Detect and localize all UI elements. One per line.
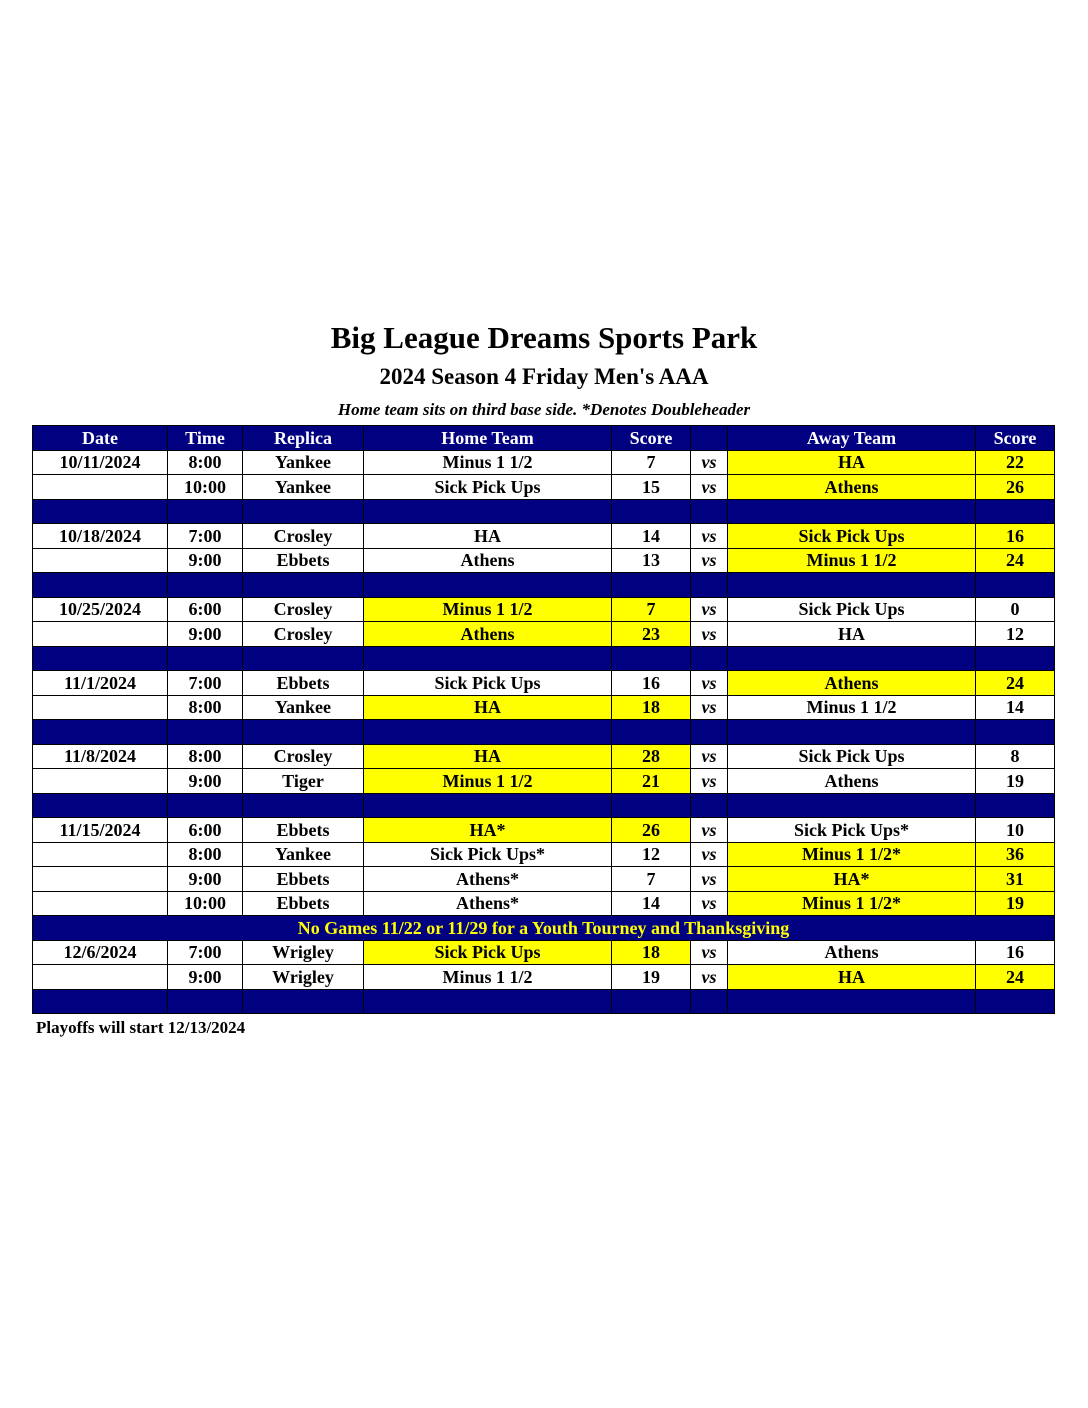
time-cell: 9:00 — [168, 769, 243, 794]
replica-cell: Yankee — [243, 695, 364, 720]
game-row — [33, 671, 1055, 696]
separator-cell — [691, 499, 728, 524]
schedule-note: Home team sits on third base side. *Denotes Doubleheader — [337, 400, 751, 419]
header-vs — [691, 426, 728, 451]
separator-row — [33, 720, 1055, 745]
separator-cell — [168, 499, 243, 524]
date-cell — [33, 965, 168, 990]
away-score-cell: 36 — [976, 842, 1055, 867]
home-score-cell: 21 — [612, 769, 691, 794]
separator-cell — [243, 573, 364, 598]
away-score-cell: 0 — [976, 597, 1055, 622]
away-team-cell: HA — [728, 622, 976, 647]
replica-cell: Yankee — [243, 450, 364, 475]
home-score-cell: 7 — [612, 450, 691, 475]
away-score-cell: 19 — [976, 769, 1055, 794]
header-away-score: Score — [976, 426, 1055, 451]
no-games-banner-row — [33, 916, 1055, 941]
separator-cell — [243, 646, 364, 671]
time-cell: 9:00 — [168, 622, 243, 647]
away-team-cell: Sick Pick Ups — [728, 524, 976, 549]
time-cell: 9:00 — [168, 965, 243, 990]
separator-cell — [728, 989, 976, 1014]
separator-cell — [691, 720, 728, 745]
date-cell — [33, 769, 168, 794]
vs-cell: vs — [691, 548, 728, 573]
home-score-cell: 7 — [612, 597, 691, 622]
home-team-cell: Athens* — [364, 867, 612, 892]
separator-cell — [364, 720, 612, 745]
separator-cell — [33, 989, 168, 1014]
header-row — [33, 426, 1055, 451]
home-team-cell: Athens* — [364, 891, 612, 916]
away-score-cell: 8 — [976, 744, 1055, 769]
separator-cell — [612, 499, 691, 524]
time-cell: 9:00 — [168, 548, 243, 573]
home-score-cell: 23 — [612, 622, 691, 647]
separator-row — [33, 793, 1055, 818]
away-team-cell: HA — [728, 450, 976, 475]
separator-cell — [168, 989, 243, 1014]
date-cell: 10/18/2024 — [33, 524, 168, 549]
separator-cell — [364, 499, 612, 524]
replica-cell: Crosley — [243, 524, 364, 549]
home-score-cell: 14 — [612, 891, 691, 916]
separator-cell — [691, 573, 728, 598]
away-score-cell: 10 — [976, 818, 1055, 843]
separator-row — [33, 646, 1055, 671]
vs-cell: vs — [691, 818, 728, 843]
separator-cell — [168, 793, 243, 818]
date-cell — [33, 842, 168, 867]
away-score-cell: 19 — [976, 891, 1055, 916]
away-score-cell: 12 — [976, 622, 1055, 647]
vs-cell: vs — [691, 524, 728, 549]
home-team-cell: Minus 1 1/2 — [364, 450, 612, 475]
separator-cell — [168, 573, 243, 598]
away-score-cell: 24 — [976, 548, 1055, 573]
separator-cell — [243, 989, 364, 1014]
away-score-cell: 31 — [976, 867, 1055, 892]
home-score-cell: 19 — [612, 965, 691, 990]
vs-cell: vs — [691, 622, 728, 647]
vs-cell: vs — [691, 891, 728, 916]
separator-cell — [168, 646, 243, 671]
home-team-cell: Athens — [364, 622, 612, 647]
home-score-cell: 12 — [612, 842, 691, 867]
date-cell — [33, 548, 168, 573]
page-subtitle: 2024 Season 4 Friday Men's AAA — [379, 364, 709, 389]
away-team-cell: Sick Pick Ups — [728, 597, 976, 622]
home-team-cell: HA — [364, 524, 612, 549]
replica-cell: Tiger — [243, 769, 364, 794]
home-score-cell: 15 — [612, 475, 691, 500]
time-cell: 8:00 — [168, 842, 243, 867]
home-team-cell: Sick Pick Ups — [364, 671, 612, 696]
home-team-cell: HA* — [364, 818, 612, 843]
separator-cell — [691, 646, 728, 671]
time-cell: 8:00 — [168, 744, 243, 769]
away-team-cell: Athens — [728, 769, 976, 794]
away-team-cell: Sick Pick Ups* — [728, 818, 976, 843]
game-row — [33, 965, 1055, 990]
separator-cell — [364, 793, 612, 818]
separator-cell — [243, 793, 364, 818]
game-row — [33, 818, 1055, 843]
home-score-cell: 18 — [612, 940, 691, 965]
separator-cell — [243, 720, 364, 745]
date-cell — [33, 891, 168, 916]
game-row — [33, 475, 1055, 500]
separator-cell — [728, 499, 976, 524]
separator-cell — [728, 720, 976, 745]
replica-cell: Ebbets — [243, 671, 364, 696]
date-cell: 12/6/2024 — [33, 940, 168, 965]
date-cell: 11/8/2024 — [33, 744, 168, 769]
schedule-table — [32, 425, 1055, 1014]
separator-cell — [728, 793, 976, 818]
replica-cell: Ebbets — [243, 867, 364, 892]
separator-cell — [612, 720, 691, 745]
home-team-cell: HA — [364, 744, 612, 769]
home-team-cell: Sick Pick Ups — [364, 940, 612, 965]
vs-cell: vs — [691, 744, 728, 769]
home-score-cell: 16 — [612, 671, 691, 696]
replica-cell: Yankee — [243, 475, 364, 500]
home-score-cell: 26 — [612, 818, 691, 843]
away-score-cell: 14 — [976, 695, 1055, 720]
date-cell — [33, 475, 168, 500]
separator-cell — [976, 573, 1055, 598]
game-row — [33, 891, 1055, 916]
separator-cell — [33, 793, 168, 818]
separator-cell — [976, 646, 1055, 671]
vs-cell: vs — [691, 671, 728, 696]
date-cell: 10/25/2024 — [33, 597, 168, 622]
replica-cell: Ebbets — [243, 818, 364, 843]
home-score-cell: 28 — [612, 744, 691, 769]
time-cell: 7:00 — [168, 940, 243, 965]
separator-cell — [168, 720, 243, 745]
away-team-cell: Minus 1 1/2* — [728, 842, 976, 867]
separator-cell — [364, 989, 612, 1014]
time-cell: 7:00 — [168, 671, 243, 696]
separator-cell — [33, 499, 168, 524]
away-team-cell: Minus 1 1/2* — [728, 891, 976, 916]
separator-cell — [33, 573, 168, 598]
away-team-cell: Athens — [728, 940, 976, 965]
home-score-cell: 7 — [612, 867, 691, 892]
separator-row — [33, 499, 1055, 524]
time-cell: 10:00 — [168, 475, 243, 500]
header-date: Date — [33, 426, 168, 451]
away-score-cell: 24 — [976, 965, 1055, 990]
vs-cell: vs — [691, 867, 728, 892]
separator-cell — [612, 646, 691, 671]
separator-cell — [612, 793, 691, 818]
game-row — [33, 548, 1055, 573]
separator-cell — [612, 989, 691, 1014]
away-score-cell: 16 — [976, 940, 1055, 965]
replica-cell: Wrigley — [243, 940, 364, 965]
separator-cell — [33, 720, 168, 745]
header-replica: Replica — [243, 426, 364, 451]
date-cell: 10/11/2024 — [33, 450, 168, 475]
separator-cell — [976, 720, 1055, 745]
date-cell — [33, 867, 168, 892]
replica-cell: Crosley — [243, 622, 364, 647]
separator-cell — [976, 793, 1055, 818]
home-team-cell: Athens — [364, 548, 612, 573]
game-row — [33, 622, 1055, 647]
game-row — [33, 744, 1055, 769]
game-row — [33, 940, 1055, 965]
game-row — [33, 524, 1055, 549]
away-score-cell: 24 — [976, 671, 1055, 696]
away-team-cell: Minus 1 1/2 — [728, 695, 976, 720]
replica-cell: Ebbets — [243, 548, 364, 573]
separator-cell — [33, 646, 168, 671]
home-team-cell: Minus 1 1/2 — [364, 597, 612, 622]
date-cell — [33, 695, 168, 720]
separator-cell — [364, 646, 612, 671]
game-row — [33, 450, 1055, 475]
game-row — [33, 769, 1055, 794]
replica-cell: Ebbets — [243, 891, 364, 916]
separator-cell — [728, 573, 976, 598]
header-time: Time — [168, 426, 243, 451]
header-away-team: Away Team — [728, 426, 976, 451]
replica-cell: Wrigley — [243, 965, 364, 990]
away-score-cell: 22 — [976, 450, 1055, 475]
game-row — [33, 867, 1055, 892]
home-team-cell: Minus 1 1/2 — [364, 769, 612, 794]
replica-cell: Yankee — [243, 842, 364, 867]
vs-cell: vs — [691, 695, 728, 720]
away-team-cell: Athens — [728, 475, 976, 500]
schedule-body — [33, 450, 1055, 1014]
replica-cell: Crosley — [243, 597, 364, 622]
home-team-cell: HA — [364, 695, 612, 720]
separator-cell — [364, 573, 612, 598]
vs-cell: vs — [691, 842, 728, 867]
vs-cell: vs — [691, 769, 728, 794]
home-score-cell: 14 — [612, 524, 691, 549]
time-cell: 8:00 — [168, 695, 243, 720]
separator-row — [33, 573, 1055, 598]
game-row — [33, 597, 1055, 622]
home-score-cell: 13 — [612, 548, 691, 573]
vs-cell: vs — [691, 965, 728, 990]
date-cell: 11/1/2024 — [33, 671, 168, 696]
playoffs-note: Playoffs will start 12/13/2024 — [36, 1018, 246, 1037]
header-home-team: Home Team — [364, 426, 612, 451]
separator-cell — [691, 793, 728, 818]
time-cell: 6:00 — [168, 818, 243, 843]
separator-cell — [976, 989, 1055, 1014]
vs-cell: vs — [691, 940, 728, 965]
away-team-cell: HA* — [728, 867, 976, 892]
replica-cell: Crosley — [243, 744, 364, 769]
separator-cell — [691, 989, 728, 1014]
away-team-cell: HA — [728, 965, 976, 990]
home-team-cell: Sick Pick Ups — [364, 475, 612, 500]
time-cell: 8:00 — [168, 450, 243, 475]
no-games-banner: No Games 11/22 or 11/29 for a Youth Tourney and Thanksgiving — [33, 916, 1055, 941]
separator-cell — [976, 499, 1055, 524]
home-score-cell: 18 — [612, 695, 691, 720]
vs-cell: vs — [691, 597, 728, 622]
time-cell: 10:00 — [168, 891, 243, 916]
separator-cell — [243, 499, 364, 524]
home-team-cell: Sick Pick Ups* — [364, 842, 612, 867]
time-cell: 9:00 — [168, 867, 243, 892]
vs-cell: vs — [691, 475, 728, 500]
away-score-cell: 16 — [976, 524, 1055, 549]
separator-row — [33, 989, 1055, 1014]
page-title: Big League Dreams Sports Park — [330, 320, 758, 355]
separator-cell — [612, 573, 691, 598]
game-row — [33, 842, 1055, 867]
time-cell: 7:00 — [168, 524, 243, 549]
time-cell: 6:00 — [168, 597, 243, 622]
home-team-cell: Minus 1 1/2 — [364, 965, 612, 990]
vs-cell: vs — [691, 450, 728, 475]
header-home-score: Score — [612, 426, 691, 451]
away-score-cell: 26 — [976, 475, 1055, 500]
date-cell — [33, 622, 168, 647]
game-row — [33, 695, 1055, 720]
away-team-cell: Minus 1 1/2 — [728, 548, 976, 573]
separator-cell — [728, 646, 976, 671]
away-team-cell: Sick Pick Ups — [728, 744, 976, 769]
date-cell: 11/15/2024 — [33, 818, 168, 843]
away-team-cell: Athens — [728, 671, 976, 696]
